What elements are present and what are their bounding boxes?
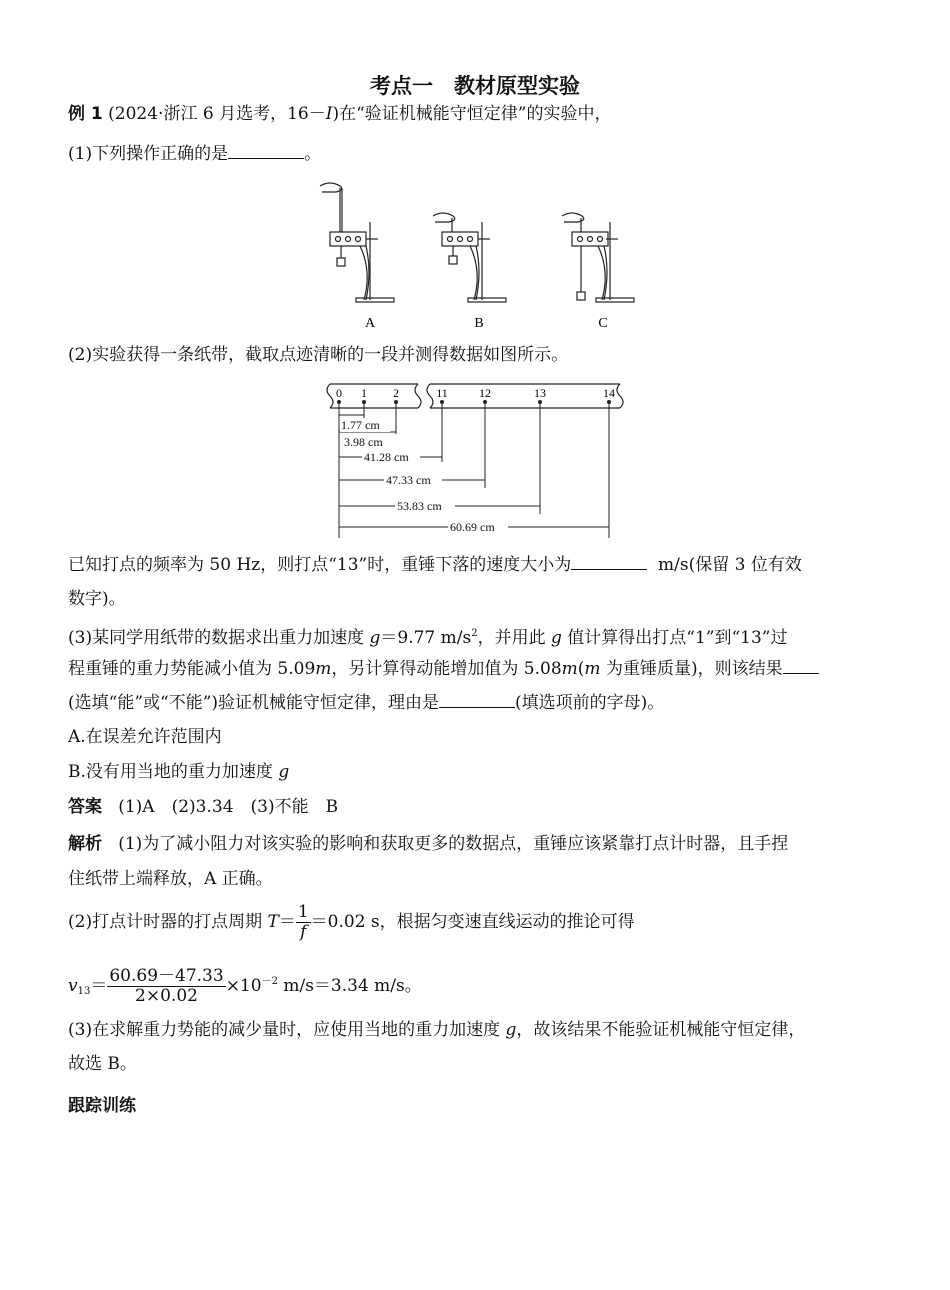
tape-label-13: 13	[534, 386, 546, 400]
answer-blank-1	[228, 142, 304, 159]
velocity-numerator: 60.69－47.33	[109, 966, 224, 986]
q3-sup: 2	[471, 628, 478, 639]
q3-text-c: ，并用此	[477, 628, 551, 648]
follow-up-heading: 跟踪训练	[68, 1096, 136, 1116]
analysis-p1-l1: (1)为了减小阻力对该实验的影响和获取更多的数据点，重锤应该紧靠打点计时器，且手捏	[118, 834, 789, 854]
velocity-eq: ＝	[90, 976, 108, 996]
analysis-p3-line-2: 故选 B。	[68, 1054, 137, 1074]
tape-dots	[337, 400, 611, 404]
tape-point-labels	[336, 386, 615, 400]
tape-label-2: 2	[393, 386, 399, 400]
measure-4: 47.33 cm	[386, 473, 431, 487]
analysis-p3-g: g	[505, 1020, 517, 1040]
answer-text: (1)A (2)3.34 (3)不能 B	[118, 797, 339, 817]
answer-blank-3	[783, 657, 819, 674]
question-3-line-1	[68, 623, 788, 649]
setup-c	[562, 213, 634, 302]
analysis-line-1	[68, 833, 788, 855]
option-a: A.在误差允许范围内	[68, 727, 222, 747]
question-2: (2)实验获得一条纸带，截取点迹清晰的一段并测得数据如图所示。	[68, 345, 569, 365]
setup-figure	[300, 172, 660, 337]
question-2-unit: m/s(保留 3 位有效	[658, 555, 802, 575]
question-1-text: (1)下列操作正确的是	[68, 144, 229, 164]
question-1-end: 。	[304, 144, 322, 164]
answer-blank-4	[439, 691, 515, 708]
question-3-line-2	[68, 657, 819, 680]
tape-label-11: 11	[436, 386, 448, 400]
measure-6: 60.69 cm	[450, 520, 495, 534]
paper-tape	[327, 384, 623, 408]
analysis-p3-line-1	[68, 1019, 805, 1041]
tape-label-0: 0	[336, 386, 342, 400]
period-fraction	[296, 903, 311, 942]
q3-g: g	[369, 628, 381, 648]
option-b-text: B.没有用当地的重力加速度	[68, 762, 279, 782]
measure-1: 1.77 cm	[341, 418, 380, 432]
analysis-p2-pre: (2)打点计时器的打点周期	[68, 912, 268, 932]
q3-m-2: m	[561, 659, 578, 679]
velocity-formula	[68, 962, 422, 1012]
tape-figure	[320, 378, 630, 543]
question-2-line-1	[68, 553, 802, 576]
answer-line	[68, 796, 338, 818]
velocity-denominator: 2×0.02	[135, 986, 198, 1006]
q3-l2-b: ，另计算得动能增加值为 5.08	[331, 659, 562, 679]
q3-g-2: g	[550, 628, 562, 648]
section-heading: 考点一 教材原型实验	[370, 74, 580, 98]
analysis-p3-b: ，故该结果不能验证机械能守恒定律，	[516, 1020, 806, 1040]
option-b-g: g	[278, 762, 290, 782]
q3-text-d: 值计算得出打点“1”到“13”过	[561, 628, 788, 648]
setup-label-a: A	[364, 316, 376, 331]
question-2-line-2: 数字)。	[68, 589, 126, 609]
measure-2: 3.98 cm	[344, 435, 383, 449]
analysis-p2-post: ＝0.02 s，根据匀变速直线运动的推论可得	[310, 912, 635, 932]
question-1	[68, 142, 321, 165]
example-intro	[68, 103, 611, 125]
setup-b	[433, 213, 506, 302]
q3-m-3: m	[584, 659, 601, 679]
analysis-label: 解析	[68, 834, 102, 854]
example-source: (2024·浙江 6 月选考，16－	[108, 104, 326, 124]
period-denominator: f	[300, 922, 307, 942]
example-intro-text: )在“验证机械能守恒定律”的实验中，	[332, 104, 612, 124]
tape-label-1: 1	[361, 386, 367, 400]
example-label: 例 1	[68, 104, 103, 124]
analysis-period-line	[68, 902, 635, 942]
velocity-fraction	[107, 967, 225, 1006]
velocity-symbol: v	[68, 976, 78, 996]
tape-label-14: 14	[603, 386, 615, 400]
analysis-T: T	[267, 912, 279, 932]
analysis-line-2: 住纸带上端释放，A 正确。	[68, 869, 273, 889]
example-source-roman: Ⅰ	[325, 104, 333, 124]
q3-l3-a: (选填“能”或“不能”)验证机械能守恒定律，理由是	[68, 693, 440, 713]
measure-5: 53.83 cm	[397, 499, 442, 513]
period-numerator: 1	[297, 902, 309, 922]
analysis-eq: ＝	[278, 912, 296, 932]
q3-l3-b: (填选项前的字母)。	[515, 693, 665, 713]
velocity-times: ×10	[225, 976, 262, 996]
q3-l2-c: (	[577, 659, 585, 679]
tape-label-12: 12	[479, 386, 491, 400]
q3-m-1: m	[315, 659, 332, 679]
answer-blank-2	[571, 553, 647, 570]
q3-l2-d: 为重锤质量)，则该结果	[600, 659, 783, 679]
setup-label-b: B	[474, 316, 484, 331]
velocity-result: m/s＝3.34 m/s。	[277, 976, 422, 996]
analysis-p3-a: (3)在求解重力势能的减少量时，应使用当地的重力加速度	[68, 1020, 506, 1040]
q3-text-b: ＝9.77 m/s	[380, 628, 472, 648]
velocity-subscript: 13	[77, 986, 91, 997]
answer-label: 答案	[68, 797, 102, 817]
option-b	[68, 761, 289, 783]
question-2-prompt: 已知打点的频率为 50 Hz，则打点“13”时，重锤下落的速度大小为	[68, 555, 572, 575]
tape-measurements	[340, 418, 508, 534]
velocity-exponent: －2	[261, 976, 278, 987]
setup-a	[320, 183, 394, 302]
measure-3: 41.28 cm	[364, 450, 409, 464]
setup-label-c: C	[598, 316, 608, 331]
question-3-line-3	[68, 691, 664, 714]
q3-text-a: (3)某同学用纸带的数据求出重力加速度	[68, 628, 370, 648]
q3-l2-a: 程重锤的重力势能减小值为 5.09	[68, 659, 316, 679]
